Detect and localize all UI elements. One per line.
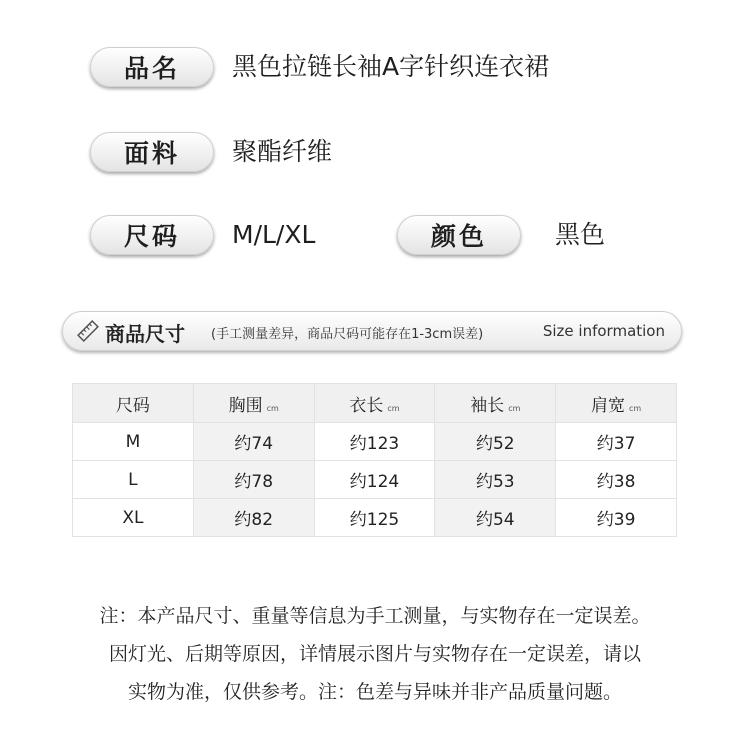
banner-english: Size information — [542, 322, 665, 340]
disclaimer-line-1: 注：本产品尺寸、重量等信息为手工测量，与实物存在一定误差。 — [99, 605, 651, 627]
banner-note: (手工测量差异，商品尺码可能存在1-3cm误差) — [211, 327, 484, 342]
ruler-icon — [77, 320, 99, 342]
material-value: 聚酯纤维 — [232, 137, 333, 166]
banner-title: 商品尺寸 — [105, 322, 185, 346]
table-cell: 约123 — [314, 423, 435, 461]
header-sleeve: 袖长 cm — [435, 384, 556, 423]
header-shoulder: 肩宽 cm — [556, 384, 677, 423]
table-header-row — [73, 384, 677, 423]
header-chest: 胸围 cm — [193, 384, 314, 423]
unit-label: cm — [266, 403, 279, 413]
color-value: 黑色 — [555, 220, 606, 249]
table-cell: 约53 — [435, 461, 556, 499]
name-label-pill — [90, 47, 214, 87]
material-label: 面料 — [123, 139, 180, 168]
table-cell: 约38 — [556, 461, 677, 499]
color-label: 颜色 — [430, 222, 487, 251]
unit-label: cm — [387, 403, 400, 413]
color-label-pill — [397, 215, 521, 255]
size-label: 尺码 — [123, 222, 180, 251]
size-info-banner — [62, 311, 682, 351]
table-cell: 约54 — [435, 499, 556, 537]
table-cell: 约74 — [193, 423, 314, 461]
material-label-pill — [90, 132, 214, 172]
table-cell: 约124 — [314, 461, 435, 499]
size-label-pill — [90, 215, 214, 255]
table-cell: 约52 — [435, 423, 556, 461]
table-row — [73, 499, 677, 537]
table-cell: 约82 — [193, 499, 314, 537]
table-row — [73, 461, 677, 499]
table-cell: 约125 — [314, 499, 435, 537]
table-cell: XL — [73, 499, 194, 537]
size-value: M/L/XL — [232, 220, 316, 249]
unit-label: cm — [508, 403, 521, 413]
table-cell: M — [73, 423, 194, 461]
unit-label: cm — [628, 403, 642, 413]
table-cell: 约78 — [193, 461, 314, 499]
table-cell: 约39 — [556, 499, 677, 537]
size-table — [72, 383, 677, 537]
header-size: 尺码 — [73, 384, 194, 423]
table-cell: L — [73, 461, 194, 499]
table-cell: 约37 — [556, 423, 677, 461]
disclaimer-line-3: 实物为准，仅供参考。注：色差与异味并非产品质量问题。 — [127, 681, 622, 703]
name-value: 黑色拉链长袖A字针织连衣裙 — [232, 52, 550, 81]
table-row — [73, 423, 677, 461]
disclaimer-line-2: 因灯光、后期等原因，详情展示图片与实物存在一定误差，请以 — [108, 643, 641, 665]
name-label: 品名 — [123, 54, 180, 83]
header-length: 衣长 cm — [314, 384, 435, 423]
